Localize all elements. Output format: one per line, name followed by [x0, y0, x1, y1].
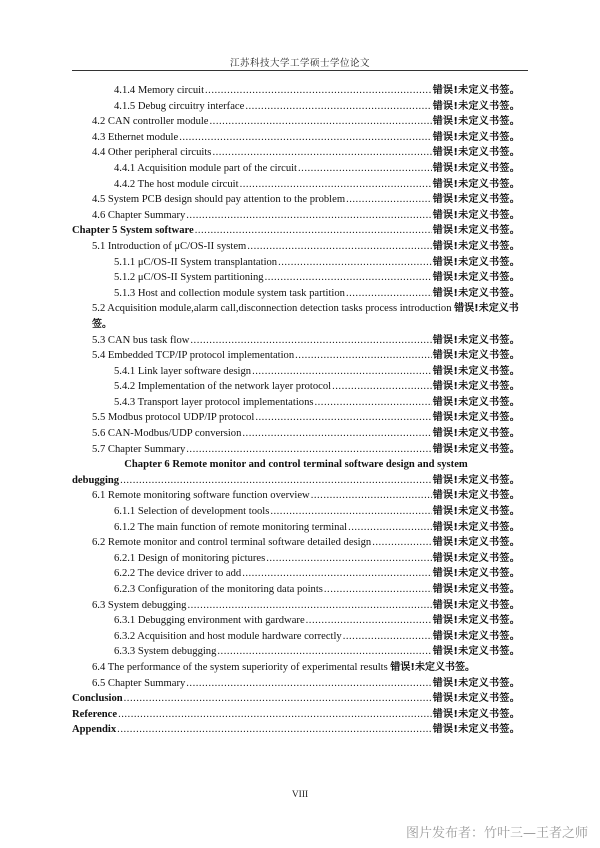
toc-entry-page: 错误!未定义书签。 — [432, 272, 520, 284]
toc-entry-page: 错误!未定义书签。 — [432, 240, 520, 252]
toc-entry[interactable] — [72, 473, 520, 489]
toc-entry[interactable] — [72, 301, 520, 332]
toc-entry-page: 错误!未定义书签。 — [432, 225, 520, 237]
toc-leader-dots — [245, 99, 431, 115]
toc-entry-title: Appendix — [72, 724, 117, 736]
toc-leader-dots — [247, 239, 431, 255]
toc-entry-page: 错误!未定义书签。 — [432, 584, 520, 595]
toc-entry[interactable] — [72, 410, 520, 426]
toc-entry-title: 6.1.2 The main function of remote monitoring terminal — [114, 521, 348, 533]
toc-entry-title: 5.1.2 μC/OS-II System partitioning — [114, 272, 264, 284]
toc-entry-page: 错误!未定义书签。 — [432, 209, 520, 221]
toc-entry-page: 错误!未定义书签。 — [432, 552, 520, 564]
toc-entry-page: 错误!未定义书签。 — [432, 693, 520, 705]
toc-entry-title: 5.3 CAN bus task flow — [92, 334, 190, 346]
toc-entry-page: 错误!未定义书签。 — [432, 162, 520, 174]
toc-leader-dots — [346, 286, 432, 302]
toc-leader-dots — [195, 223, 432, 239]
toc-entry[interactable] — [72, 364, 520, 380]
toc-entry-title: 5.5 Modbus protocol UDP/IP protocol — [92, 412, 255, 424]
header-rule — [72, 70, 528, 71]
toc-entry[interactable] — [72, 83, 520, 99]
toc-entry-title: 6.3.3 System debugging — [114, 646, 217, 658]
toc-entry-title: 6.3.1 Debugging environment with gardware — [114, 615, 305, 627]
toc-leader-dots — [205, 83, 432, 99]
toc-entry[interactable] — [72, 660, 520, 676]
toc-entry[interactable] — [72, 613, 520, 629]
toc-entry-title: 6.2.3 Configuration of the monitoring data points — [114, 584, 323, 595]
toc-entry-title: 4.4.1 Acquisition module part of the circuit — [114, 162, 298, 174]
toc-entry-title: 4.5 System PCB design should pay attention to the problem — [92, 194, 346, 206]
toc-leader-dots — [217, 644, 431, 660]
toc-leader-dots — [298, 161, 432, 177]
toc-chapter-title[interactable]: Chapter 6 Remote monitor and control terminal software design and system — [124, 459, 468, 471]
toc-leader-dots — [252, 364, 432, 380]
toc-entry[interactable] — [72, 598, 520, 614]
toc-entry-page: 错误!未定义书签。 — [432, 131, 520, 143]
toc-leader-dots — [346, 192, 432, 208]
toc-entry-page: 错误!未定义书签。 — [432, 646, 520, 658]
toc-entry-title: 5.1.1 μC/OS-II System transplantation — [114, 256, 278, 268]
toc-entry[interactable] — [72, 582, 520, 598]
toc-leader-dots — [348, 520, 432, 536]
toc-leader-dots — [270, 504, 431, 520]
toc-entry-title: 4.1.5 Debug circuitry interface — [114, 100, 245, 112]
toc-leader-dots — [242, 566, 432, 582]
toc-leader-dots — [315, 395, 432, 411]
toc-entry-page: 错误!未定义书签。 — [432, 147, 520, 159]
toc-entry-page: 错误!未定义书签。 — [432, 350, 520, 362]
toc-entry-title: Chapter 5 System software — [72, 225, 194, 237]
toc-leader-dots — [324, 582, 432, 598]
toc-entry-title: debugging — [72, 474, 120, 486]
toc-entry-page: 错误!未定义书签。 — [432, 506, 520, 518]
toc-entry[interactable] — [72, 255, 520, 271]
toc-entry-title: 6.2.2 The device driver to add — [114, 568, 242, 580]
toc-entry-page: 错误!未定义书签。 — [432, 428, 520, 440]
toc-entry-page: 错误!未定义书签。 — [432, 568, 520, 580]
toc-entry-page: 错误!未定义书签。 — [432, 599, 520, 611]
toc-entry-page: 错误!未定义书签。 — [432, 334, 520, 346]
toc-entry[interactable] — [72, 192, 520, 208]
toc-leader-dots — [343, 629, 432, 645]
toc-entry-page: 错误!未定义书签。 — [432, 474, 520, 486]
toc-leader-dots — [117, 722, 432, 738]
toc-entry-page: 错误!未定义书签。 — [432, 521, 520, 533]
toc-leader-dots — [265, 270, 432, 286]
toc-entry[interactable] — [72, 130, 520, 146]
toc-leader-dots — [118, 707, 432, 723]
toc-entry-title: 5.1 Introduction of μC/OS-II system — [92, 240, 247, 252]
toc-entry-title: 5.6 CAN-Modbus/UDP conversion — [92, 428, 242, 440]
toc-entry-page: 错误!未定义书签。 — [432, 708, 520, 720]
toc-leader-dots — [186, 208, 431, 224]
toc-leader-dots — [186, 442, 431, 458]
toc-leader-dots — [266, 551, 431, 567]
toc-entry-title: 6.5 Chapter Summary — [92, 677, 186, 689]
toc-entry[interactable] — [72, 379, 520, 395]
toc-entry-title: 6.1 Remote monitoring software function overview — [92, 490, 310, 502]
toc-entry-title: 4.4.2 The host module circuit — [114, 178, 239, 190]
toc-entry[interactable] — [72, 426, 520, 442]
toc-entry[interactable] — [72, 286, 520, 302]
toc-leader-dots — [179, 130, 432, 146]
toc-entry[interactable] — [72, 239, 520, 255]
toc-leader-dots — [187, 598, 431, 614]
toc-entry-title: 6.2.1 Design of monitoring pictures — [114, 552, 266, 564]
toc-entry-title: 5.4 Embedded TCP/IP protocol implementation — [92, 350, 295, 362]
toc-entry-title: 5.4.1 Link layer software design — [114, 365, 252, 377]
toc-entry[interactable] — [72, 504, 520, 520]
toc-entry[interactable] — [72, 644, 520, 660]
toc-entry[interactable] — [72, 270, 520, 286]
toc-entry-title: 4.3 Ethernet module — [92, 131, 179, 143]
toc-leader-dots — [242, 426, 431, 442]
toc-entry[interactable] — [72, 114, 520, 130]
toc-entry-page: 错误!未定义书签。 — [432, 677, 520, 689]
toc-entry[interactable] — [72, 551, 520, 567]
toc-entry-page: 错误!未定义书签。 — [432, 256, 520, 268]
toc-leader-dots — [210, 114, 432, 130]
toc-leader-dots — [190, 333, 431, 349]
toc-entry-page: 错误!未定义书签。 — [432, 396, 520, 408]
toc-leader-dots — [295, 348, 432, 364]
toc-leader-dots — [306, 613, 432, 629]
toc-entry[interactable] — [72, 691, 520, 707]
toc-entry[interactable] — [72, 722, 520, 738]
toc-entry-page: 错误!未定义书签。 — [432, 178, 520, 190]
toc-entry[interactable] — [72, 223, 520, 239]
toc-entry-page: 错误!未定义书签。 — [432, 100, 520, 112]
toc-entry-title: 6.4 The performance of the system superiority of experimental results — [92, 661, 391, 673]
toc-entry[interactable] — [72, 566, 520, 582]
toc-entry-page: 错误!未定义书签。 — [432, 85, 520, 96]
table-of-contents — [72, 83, 520, 738]
toc-entry-title: 6.2 Remote monitor and control terminal software detailed design — [92, 537, 372, 549]
toc-entry-title: 5.1.3 Host and collection module system task partition — [114, 287, 345, 299]
toc-entry-title: Conclusion — [72, 693, 123, 705]
toc-entry-page: 错误!未定义书签。 — [432, 412, 520, 424]
toc-entry[interactable] — [72, 520, 520, 536]
toc-entry-title: 5.7 Chapter Summary — [92, 443, 186, 455]
toc-entry[interactable] — [72, 333, 520, 349]
toc-leader-dots — [240, 177, 432, 193]
toc-entry-title: 5.2 Acquisition module,alarm call,disconnection detection tasks process introduction — [92, 303, 455, 315]
toc-entry-page: 错误!未定义书签。 — [432, 490, 520, 502]
toc-entry-title: 5.4.2 Implementation of the network layer protocol — [114, 381, 332, 393]
toc-entry[interactable] — [72, 707, 520, 723]
toc-leader-dots — [120, 473, 432, 489]
toc-leader-dots — [124, 691, 432, 707]
toc-leader-dots — [255, 410, 431, 426]
toc-entry[interactable] — [72, 99, 520, 115]
toc-leader-dots — [212, 145, 431, 161]
toc-entry-page: 错误!未定义书签。 — [432, 365, 520, 377]
toc-entry-title: 4.1.4 Memory circuit — [114, 85, 205, 96]
watermark-text: 图片发布者：竹叶三—王者之师 — [405, 826, 588, 841]
toc-entry[interactable] — [72, 208, 520, 224]
toc-entry-page: 错误!未定义书签。 — [432, 287, 520, 299]
toc-leader-dots — [186, 676, 431, 692]
toc-leader-dots — [278, 255, 432, 271]
toc-entry[interactable] — [72, 161, 520, 177]
toc-entry-title: 6.3 System debugging — [92, 599, 187, 611]
toc-entry[interactable] — [72, 442, 520, 458]
toc-entry[interactable] — [72, 145, 520, 161]
toc-leader-dots — [311, 488, 432, 504]
toc-entry[interactable] — [72, 629, 520, 645]
toc-entry-page: 错误!未定义书签。 — [432, 194, 520, 206]
toc-entry-title: 4.4 Other peripheral circuits — [92, 147, 212, 159]
page-number: VIII — [291, 790, 309, 800]
toc-entry-page: 错误!未定义书签。 — [390, 661, 475, 673]
toc-entry[interactable] — [72, 535, 520, 551]
toc-entry-title: 4.6 Chapter Summary — [92, 209, 186, 221]
toc-entry-page: 错误!未定义书签。 — [432, 381, 520, 393]
toc-entry[interactable] — [72, 488, 520, 504]
toc-leader-dots — [372, 535, 432, 551]
toc-entry-page: 错误!未定义书签。 — [432, 537, 520, 549]
toc-leader-dots — [332, 379, 432, 395]
toc-entry-title: 6.1.1 Selection of development tools — [114, 506, 270, 518]
toc-entry-page: 错误!未定义书签。 — [432, 116, 520, 128]
toc-entry[interactable] — [72, 348, 520, 364]
toc-entry-title: 6.3.2 Acquisition and host module hardware correctly — [114, 630, 342, 642]
toc-entry-page: 错误!未定义书签。 — [92, 303, 519, 330]
toc-entry[interactable] — [72, 177, 520, 193]
toc-entry-title: 5.4.3 Transport layer protocol implementations — [114, 396, 314, 408]
toc-entry-page: 错误!未定义书签。 — [432, 630, 520, 642]
toc-entry-title: 4.2 CAN controller module — [92, 116, 209, 128]
toc-entry-page: 错误!未定义书签。 — [432, 615, 520, 627]
toc-entry-page: 错误!未定义书签。 — [432, 443, 520, 455]
toc-entry[interactable] — [72, 395, 520, 411]
toc-entry-page: 错误!未定义书签。 — [432, 724, 520, 736]
page-header: 江苏科技大学工学硕士学位论文 — [229, 59, 370, 69]
toc-entry[interactable] — [72, 676, 520, 692]
toc-entry-title: Reference — [72, 708, 118, 720]
